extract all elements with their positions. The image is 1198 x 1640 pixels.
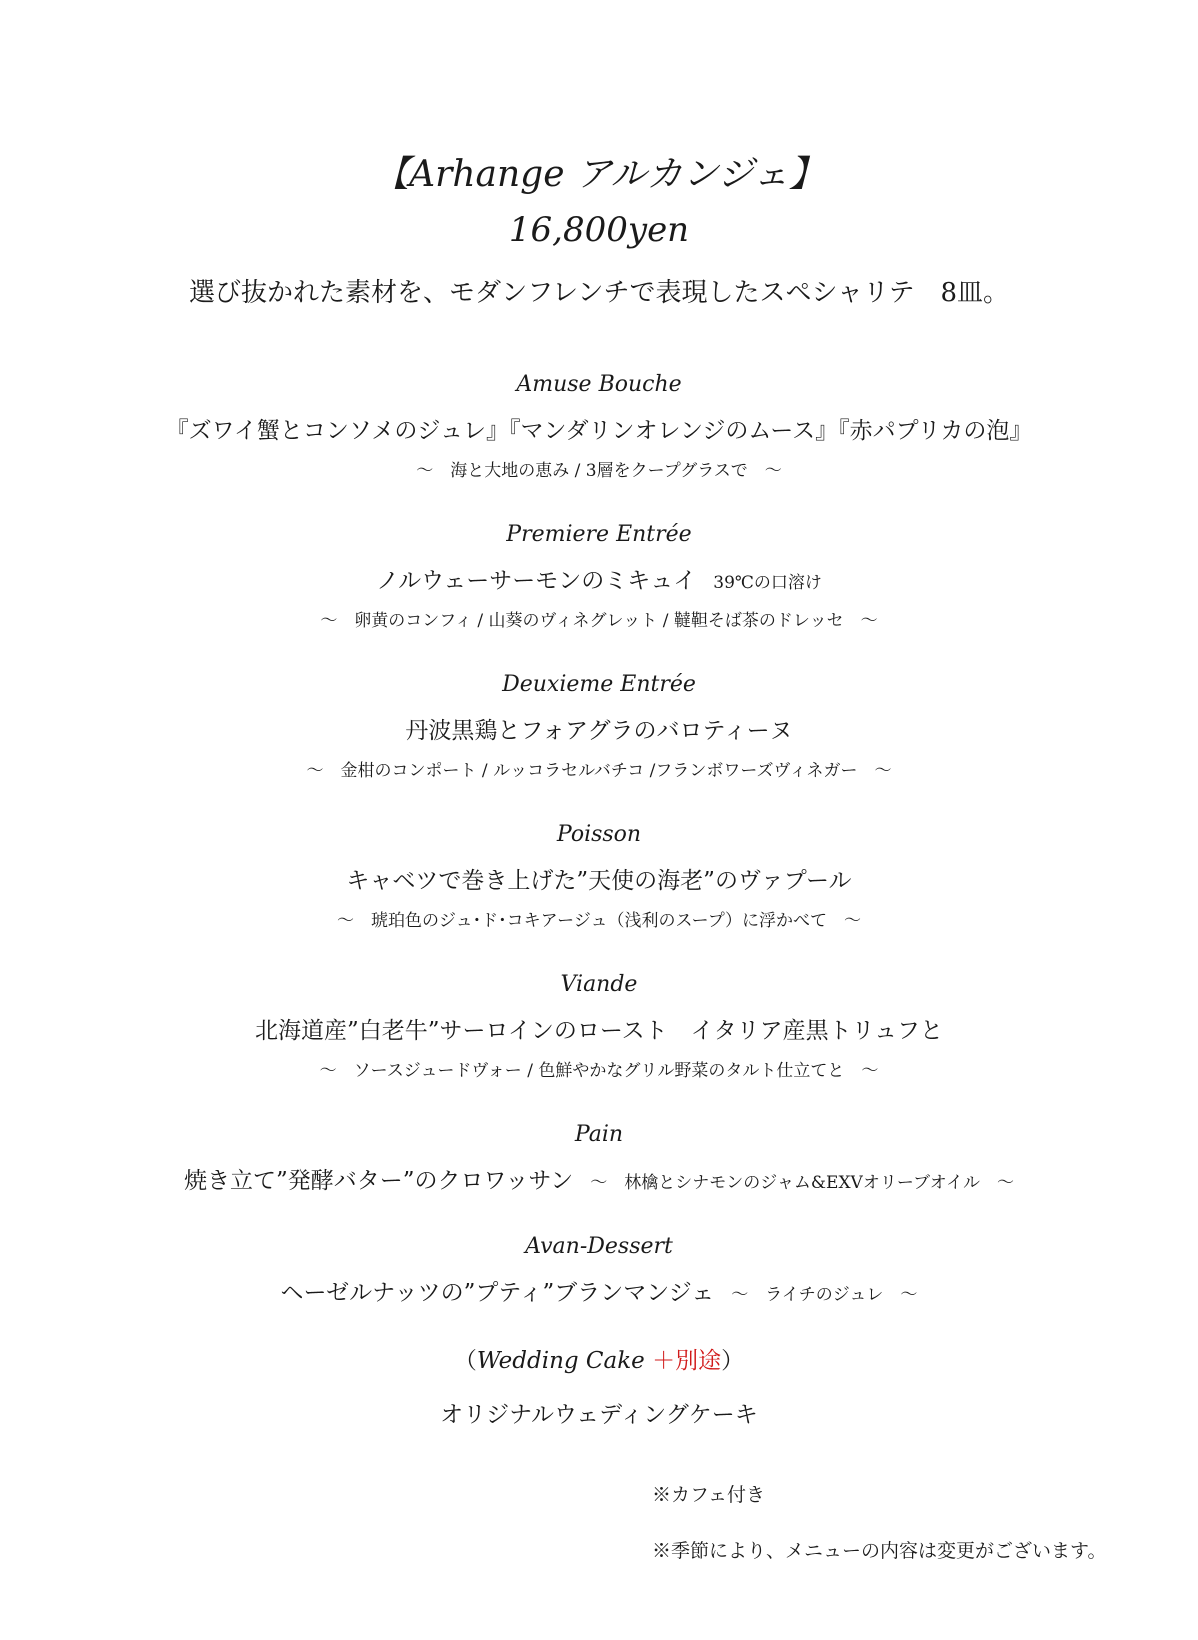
course-dish-main: ヘーゼルナッツの”プティ”ブランマンジェ <box>280 1280 715 1306</box>
course-garnish-viande: ～ ソースジュードヴォー / 色鮮やかなグリル野菜のタルト仕立てと ～ <box>319 1061 879 1081</box>
course-name-avan-dessert: Avan-Dessert <box>525 1234 673 1259</box>
course-name-deuxieme-entree: Deuxieme Entrée <box>502 672 696 697</box>
course-dish-pain <box>0 1162 1198 1195</box>
wedding-cake-dish: オリジナルウェディングケーキ <box>440 1402 758 1428</box>
course-name-pain: Pain <box>574 1122 624 1147</box>
course-dish-poisson: キャベツで巻き上げた”天使の海老”のヴァプール <box>346 868 852 894</box>
note-seasonal: ※季節により、メニューの内容は変更がございます。 <box>652 1540 1107 1562</box>
course-dish-note: 39℃の口溶け <box>696 573 822 593</box>
course-dish-viande: 北海道産”白老牛”サーロインのロースト イタリア産黒トリュフと <box>255 1018 943 1044</box>
course-garnish-premiere-entree: ～ 卵黄のコンフィ / 山葵のヴィネグレット / 韃靼そば茶のドレッセ ～ <box>320 611 878 631</box>
course-garnish-amuse-bouche: ～ 海と大地の恵み / 3層をクープグラスで ～ <box>416 461 782 481</box>
course-name-viande: Viande <box>560 972 638 997</box>
menu-title: 【Arhange アルカンジェ】 <box>373 154 825 195</box>
course-garnish-poisson: ～ 琥珀色のジュ･ド･コキアージュ（浅利のスープ）に浮かべて ～ <box>337 911 861 931</box>
course-dish-note: ～ ライチのジュレ ～ <box>714 1285 918 1305</box>
wedding-cake-extra-badge: ＋別途 <box>652 1348 722 1374</box>
course-name-amuse-bouche: Amuse Bouche <box>516 372 682 397</box>
course-dish-amuse-bouche: 『ズワイ蟹とコンソメのジュレ』『マンダリンオレンジのムース』『赤パプリカの泡』 <box>165 418 1033 444</box>
course-dish-premiere-entree <box>0 562 1198 595</box>
course-garnish-deuxieme-entree: ～ 金柑のコンポート / ルッコラセルバチコ /フランボワーズヴィネガー ～ <box>306 761 892 781</box>
note-cafe: ※カフェ付き <box>652 1484 766 1506</box>
course-name-poisson: Poisson <box>556 822 642 847</box>
course-dish-main: 焼き立て”発酵バター”のクロワッサン <box>184 1168 574 1194</box>
paren-close: ） <box>721 1348 745 1374</box>
course-dish-avan-dessert <box>0 1274 1198 1307</box>
course-dish-note: ～ 林檎とシナモンのジャム&EXVオリーブオイル ～ <box>573 1173 1014 1193</box>
menu-intro: 選び抜かれた素材を、モダンフレンチで表現したスペシャリテ 8皿。 <box>188 278 1010 308</box>
paren-open: （ <box>453 1348 477 1374</box>
menu-price: 16,800yen <box>508 210 690 250</box>
course-dish-main: ノルウェーサーモンのミキュイ <box>376 568 697 594</box>
wedding-cake-heading <box>0 1342 1198 1375</box>
course-dish-deuxieme-entree: 丹波黒鶏とフォアグラのバロティーヌ <box>405 718 793 744</box>
course-name-premiere-entree: Premiere Entrée <box>506 522 692 547</box>
wedding-cake-name: Wedding Cake <box>476 1348 645 1374</box>
